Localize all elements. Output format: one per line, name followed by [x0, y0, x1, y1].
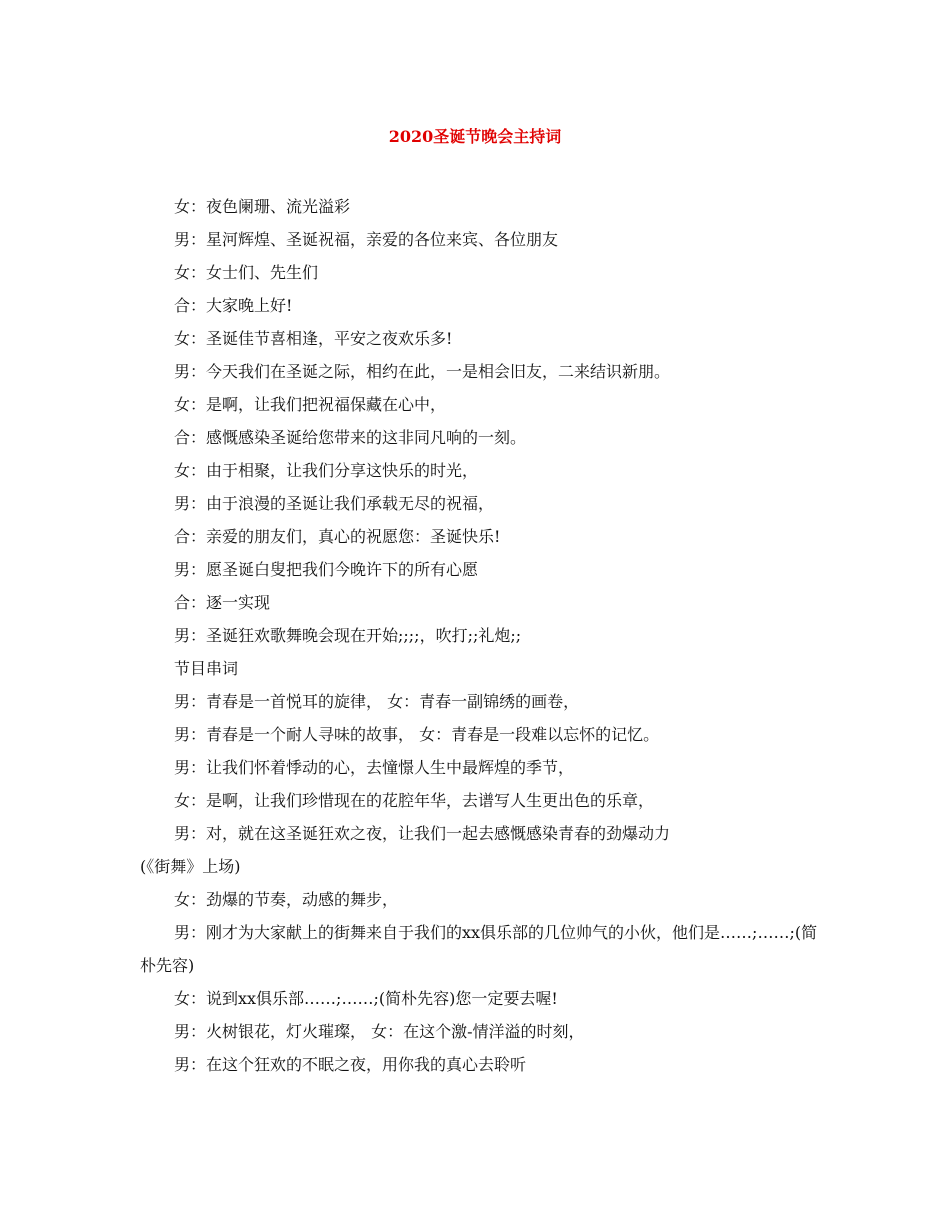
text-line: 男：圣诞狂欢歌舞晚会现在开始;;;;，吹打;;礼炮;; [174, 626, 522, 645]
text-line: 男：让我们怀着悸动的心，去憧憬人生中最辉煌的季节， [174, 758, 575, 777]
text-line: 男：青春是一首悦耳的旋律， 女：青春一副锦绣的画卷， [174, 692, 580, 711]
text-line: 女：圣诞佳节喜相逢，平安之夜欢乐多! [174, 329, 453, 348]
text-line: 男：青春是一个耐人寻味的故事， 女：青春是一段难以忘怀的记忆。 [174, 725, 660, 744]
text-line: 合：大家晚上好! [174, 296, 293, 315]
text-line: 女：女士们、先生们 [174, 263, 319, 282]
text-line: 女：是啊，让我们把祝福保藏在心中， [174, 395, 447, 414]
text-line: (《街舞》上场) [140, 857, 241, 876]
text-line: 合：亲爱的朋友们，真心的祝愿您：圣诞快乐! [174, 527, 501, 546]
text-line: 合：感慨感染圣诞给您带来的这非同凡响的一刻。 [174, 428, 527, 447]
text-line: 男：星河辉煌、圣诞祝福，亲爱的各位来宾、各位朋友 [174, 230, 559, 249]
text-line: 男：在这个狂欢的不眠之夜，用你我的真心去聆听 [174, 1055, 527, 1074]
document-body [140, 190, 820, 1081]
text-line: 女：说到xx俱乐部……;……;(简朴先容)您一定要去喔! [174, 989, 558, 1008]
text-line: 女：劲爆的节奏，动感的舞步， [174, 890, 399, 909]
text-line: 节目串词 [174, 659, 239, 678]
text-line: 男：对，就在这圣诞狂欢之夜，让我们一起去感慨感染青春的劲爆动力 [174, 824, 671, 843]
text-line: 男：火树银花，灯火璀璨， 女：在这个激-情洋溢的时刻， [174, 1022, 585, 1041]
text-line: 合：逐一实现 [174, 593, 271, 612]
document-title: 2020圣诞节晚会主持词 [388, 127, 562, 146]
text-line: 男：今天我们在圣诞之际，相约在此，一是相会旧友，二来结识新朋。 [174, 362, 671, 381]
text-line: 女：是啊，让我们珍惜现在的花腔年华，去谱写人生更出色的乐章， [174, 791, 655, 810]
text-line: 男：愿圣诞白叟把我们今晚许下的所有心愿 [174, 560, 479, 579]
text-line: 男：由于浪漫的圣诞让我们承载无尽的祝福， [174, 494, 495, 513]
text-line: 女：由于相聚，让我们分享这快乐的时光， [174, 461, 479, 480]
text-line: 女：夜色阑珊、流光溢彩 [174, 197, 351, 216]
text-line: 男：刚才为大家献上的街舞来自于我们的xx俱乐部的几位帅气的小伙，他们是……;……;(简朴先容) [140, 923, 818, 975]
